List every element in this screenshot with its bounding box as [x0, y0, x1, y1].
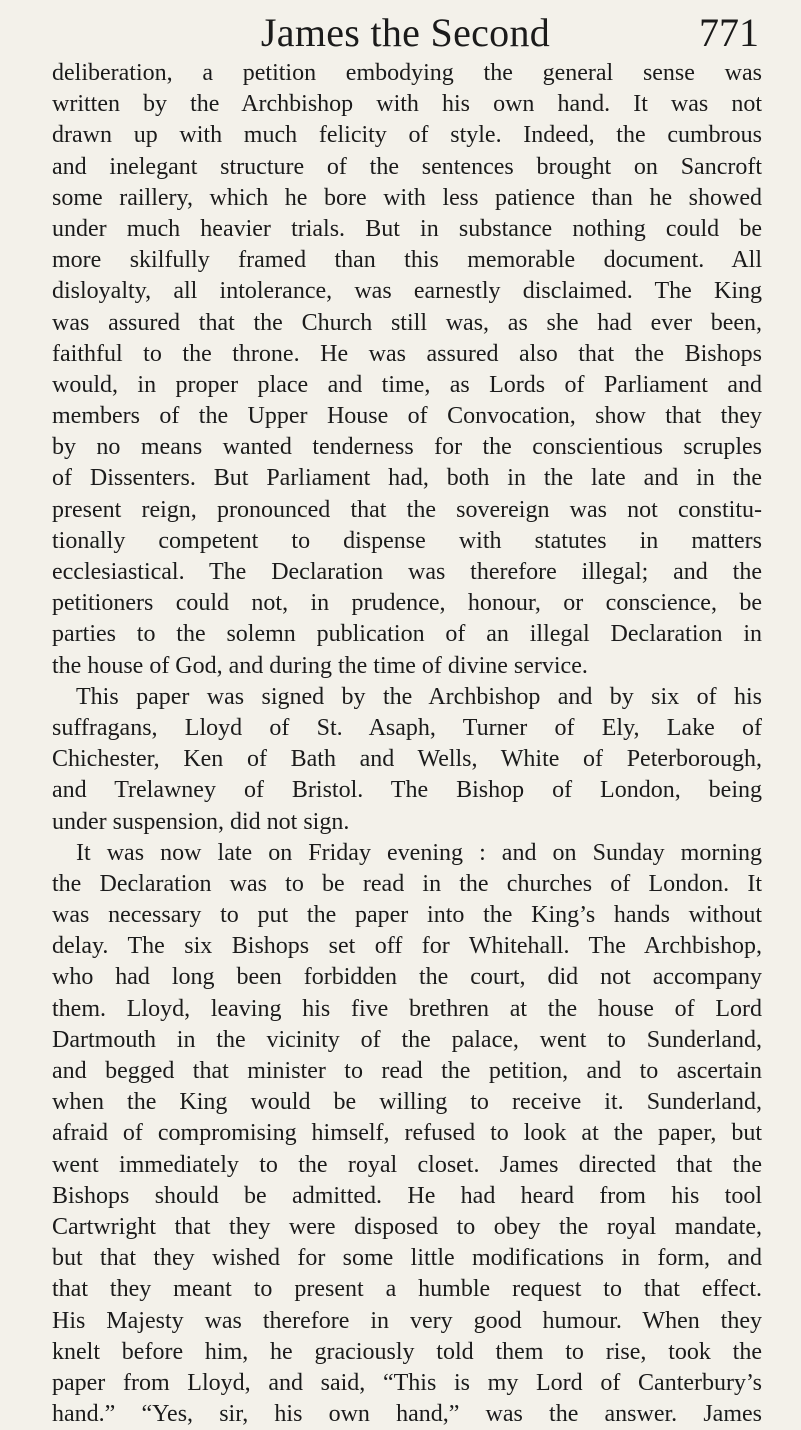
- text-line: His Majesty was therefore in very good humour. When they: [52, 1307, 762, 1334]
- text-line: of Dissenters. But Parliament had, both in the late and in the: [52, 465, 762, 492]
- text-line: and inelegant structure of the sentences brought on Sancroft: [52, 153, 762, 180]
- text-line: more skilfully framed than this memorable document. All: [52, 247, 762, 274]
- text-line: ecclesiastical. The Declaration was therefore illegal; and the: [52, 559, 762, 585]
- text-line: Bishops should be admitted. He had heard from his tool: [52, 1182, 762, 1209]
- text-line: paper from Lloyd, and said, “This is my Lord of Canterbury’s: [52, 1369, 762, 1396]
- text-line: Chichester, Ken of Bath and Wells, White of Peterborough,: [52, 746, 762, 773]
- text-line: parties to the solemn publication of an illegal Declaration in: [52, 621, 762, 648]
- text-line: members of the Upper House of Convocation, show that they: [52, 403, 762, 430]
- text-line: was assured that the Church still was, as she had ever been,: [52, 309, 762, 336]
- text-line: some raillery, which he bore with less patience than he showed: [52, 184, 762, 211]
- body-text: [52, 58, 762, 1430]
- text-line: This paper was signed by the Archbishop and by six of his: [76, 683, 762, 710]
- text-line: present reign, pronounced that the sovereign was not constitu-: [52, 496, 762, 523]
- running-title: James the Second: [260, 10, 551, 55]
- text-line: the house of God, and during the time of divine service.: [52, 652, 588, 679]
- text-line: would, in proper place and time, as Lords of Parliament and: [52, 371, 762, 398]
- text-line: faithful to the throne. He was assured also that the Bishops: [52, 340, 762, 367]
- text-line: when the King would be willing to receive it. Sunderland,: [52, 1089, 762, 1116]
- text-line: under suspension, did not sign.: [52, 808, 350, 835]
- text-line: under much heavier trials. But in substance nothing could be: [52, 215, 762, 242]
- text-line: suffragans, Lloyd of St. Asaph, Turner of Ely, Lake of: [52, 714, 762, 741]
- text-line: petitioners could not, in prudence, honour, or conscience, be: [52, 590, 762, 617]
- text-line: afraid of compromising himself, refused to look at the paper, but: [52, 1120, 762, 1147]
- text-line: that they meant to present a humble request to that effect.: [52, 1276, 762, 1303]
- text-line: and Trelawney of Bristol. The Bishop of London, being: [52, 777, 762, 804]
- text-line: went immediately to the royal closet. James directed that the: [52, 1151, 762, 1178]
- text-line: the Declaration was to be read in the churches of London. It: [52, 870, 762, 897]
- text-line: was necessary to put the paper into the King’s hands without: [52, 902, 762, 929]
- page-number: 771: [699, 10, 759, 55]
- text-line: delay. The six Bishops set off for Whitehall. The Archbishop,: [52, 933, 762, 960]
- text-line: by no means wanted tenderness for the conscientious scruples: [52, 434, 762, 461]
- text-line: drawn up with much felicity of style. Indeed, the cumbrous: [52, 122, 762, 149]
- text-line: knelt before him, he graciously told them to rise, took the: [52, 1338, 762, 1365]
- text-line: and begged that minister to read the petition, and to ascertain: [52, 1058, 762, 1084]
- text-line: Cartwright that they were disposed to obey the royal mandate,: [52, 1213, 762, 1240]
- text-line: written by the Archbishop with his own hand. It was not: [52, 91, 762, 118]
- text-line: tionally competent to dispense with statutes in matters: [52, 527, 762, 554]
- text-line: them. Lloyd, leaving his five brethren at the house of Lord: [52, 995, 762, 1022]
- text-line: but that they wished for some little modifications in form, and: [52, 1245, 762, 1272]
- text-line: It was now late on Friday evening : and on Sunday morning: [76, 839, 762, 866]
- text-line: disloyalty, all intolerance, was earnestly disclaimed. The King: [52, 278, 762, 305]
- text-line: who had long been forbidden the court, did not accompany: [52, 964, 762, 991]
- text-line: hand.” “Yes, sir, his own hand,” was the answer. James: [52, 1401, 762, 1428]
- text-line: deliberation, a petition embodying the general sense was: [52, 60, 762, 86]
- running-head: [52, 10, 759, 58]
- text-line: Dartmouth in the vicinity of the palace, went to Sunderland,: [52, 1026, 762, 1053]
